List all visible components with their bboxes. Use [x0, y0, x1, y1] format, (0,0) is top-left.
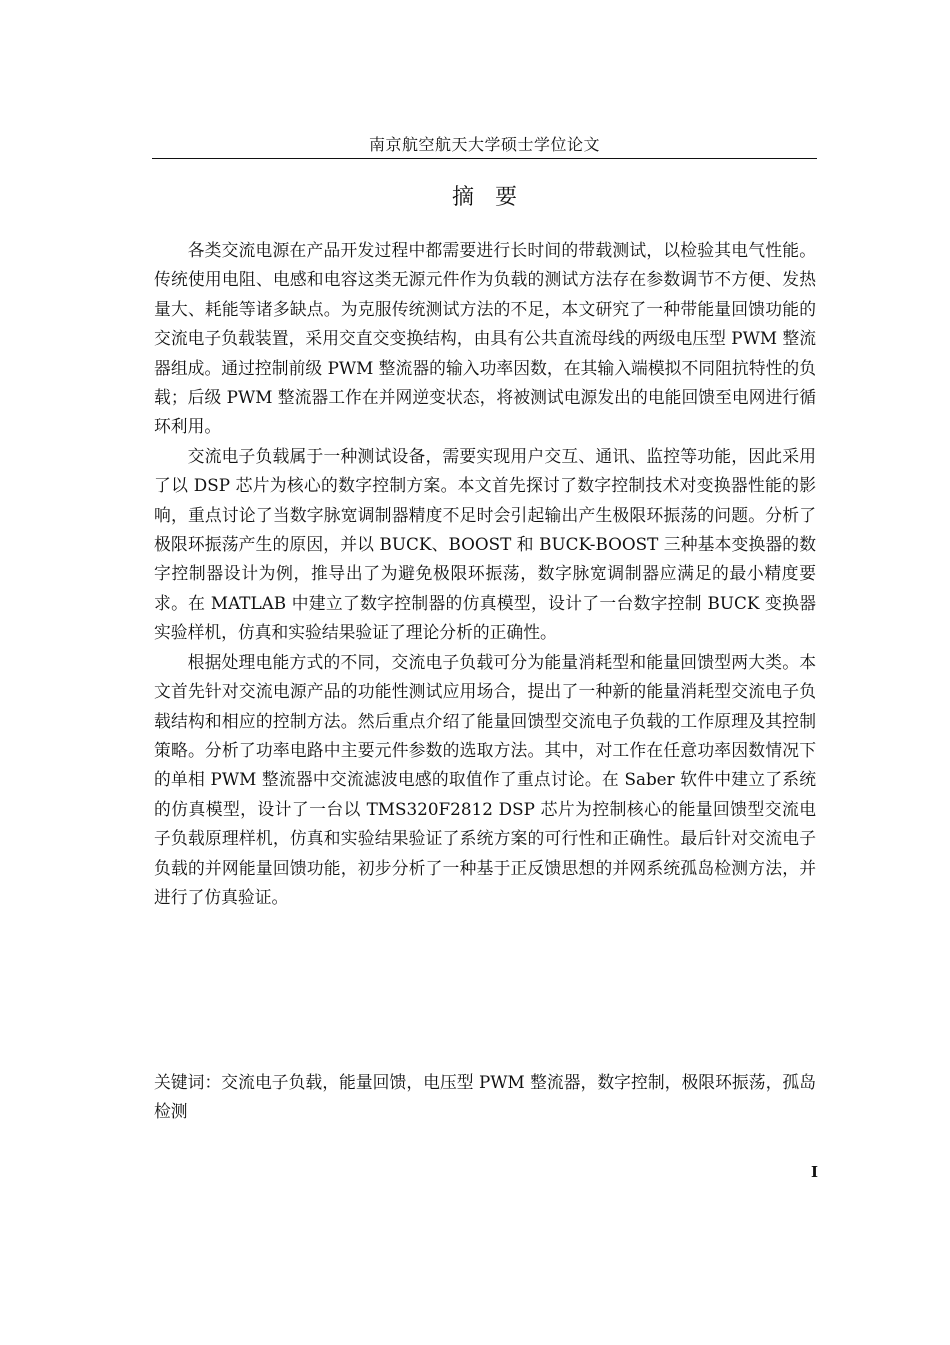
abstract-paragraph-2: 交流电子负载属于一种测试设备，需要实现用户交互、通讯、监控等功能，因此采用了以 DSP 芯片为核心的数字控制方案。本文首先探讨了数字控制技术对变换器性能的影响，重点讨论了当数字脉宽调制器精度不足时会引起输出产生极限环振荡的问题。分析了极限环振荡产生的原因，并以 BUCK、BOOST 和 BUCK-BOOST 三种基本变换器的数字控制器设计为例，推导出了为避免极限环振荡，数字脉宽调制器应满足的最小精度要求。在 MATLAB 中建立了数字控制器的仿真模型，设计了一台数字控制 BUCK 变换器实验样机，仿真和实验结果验证了理论分析的正确性。: [154, 445, 816, 643]
keywords-text: 交流电子负载，能量回馈，电压型 PWM 整流器，数字控制，极限环振荡，孤岛检测: [154, 1072, 816, 1122]
abstract-paragraph-3: 根据处理电能方式的不同，交流电子负载可分为能量消耗型和能量回馈型两大类。本文首先针对交流电源产品的功能性测试应用场合，提出了一种新的能量消耗型交流电子负载结构和相应的控制方法。然后重点介绍了能量回馈型交流电子负载的工作原理及其控制策略。分析了功率电路中主要元件参数的选取方法。其中，对工作在任意功率因数情况下的单相 PWM 整流器中交流滤波电感的取值作了重点讨论。在 Saber 软件中建立了系统的仿真模型，设计了一台以 TMS320F2812 DSP 芯片为控制核心的能量回馈型交流电子负载原理样机，仿真和实验结果验证了系统方案的可行性和正确性。最后针对交流电子负载的并网能量回馈功能，初步分析了一种基于正反馈思想的并网系统孤岛检测方法，并进行了仿真验证。: [154, 651, 816, 907]
section-title: 摘 要: [452, 185, 517, 210]
running-header: 南京航空航天大学硕士学位论文: [368, 135, 600, 154]
header-rule: [152, 158, 817, 159]
page-number: I: [810, 1163, 818, 1181]
abstract-paragraph-1: 各类交流电源在产品开发过程中都需要进行长时间的带载测试，以检验其电气性能。传统使用电阻、电感和电容这类无源元件作为负载的测试方法存在参数调节不方便、发热量大、耗能等诸多缺点。为克服传统测试方法的不足，本文研究了一种带能量回馈功能的交流电子负载装置，采用交直交变换结构，由具有公共直流母线的两级电压型 PWM 整流器组成。通过控制前级 PWM 整流器的输入功率因数，在其输入端模拟不同阻抗特性的负载；后级 PWM 整流器工作在并网逆变状态，将被测试电源发出的电能回馈至电网进行循环利用。: [154, 240, 816, 437]
abstract-body: [154, 236, 816, 912]
keywords-label: 关键词：: [154, 1072, 222, 1092]
keywords: [154, 1068, 816, 1127]
